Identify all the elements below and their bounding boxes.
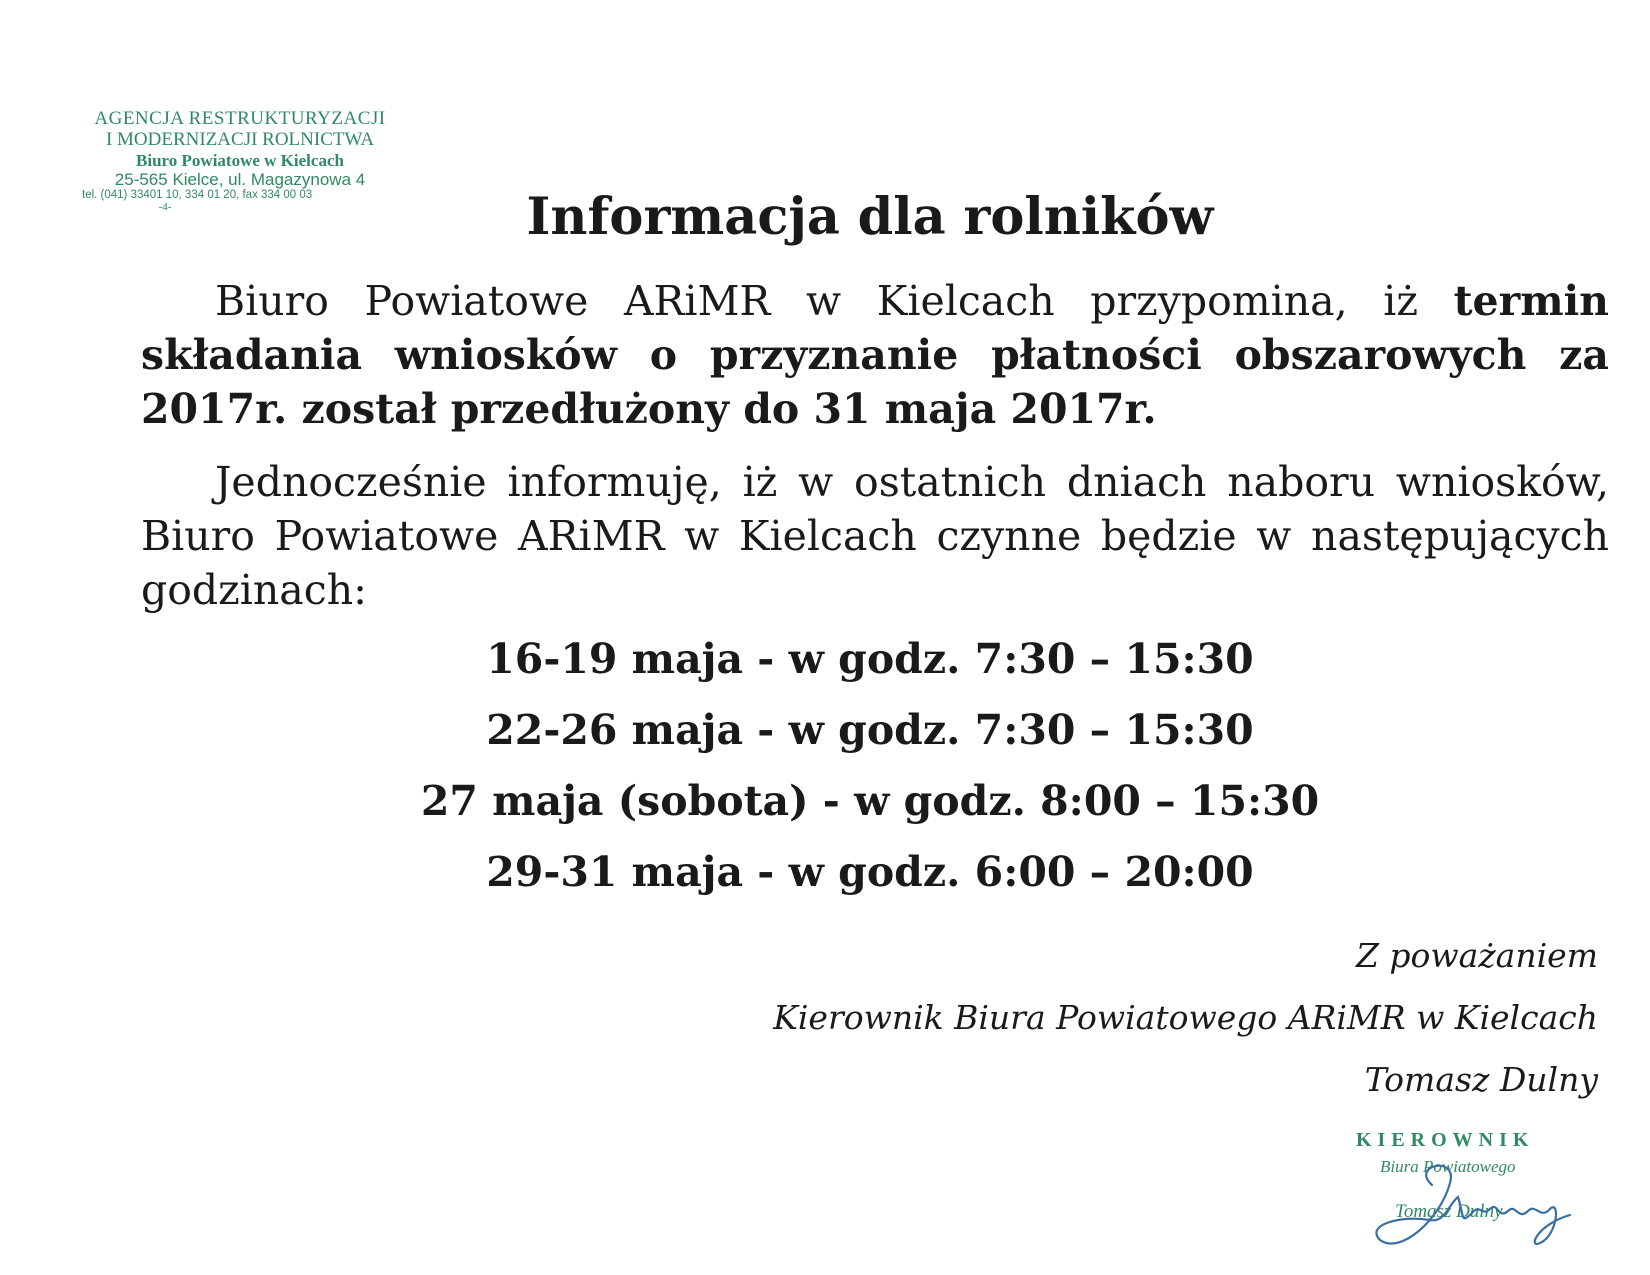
- stamp-line: AGENCJA RESTRUKTURYZACJI: [94, 108, 386, 129]
- deadline-highlight: termin składania wniosków o przyznanie płatności obszarowych za 2017r. został przedłużony do 31 maja 2017r.: [141, 277, 1609, 433]
- stamp-line: -4-: [158, 201, 172, 214]
- document-title: Informacja dla rolników: [526, 187, 1214, 247]
- schedule-list: [0, 632, 1650, 916]
- signature-stamp: [1340, 1125, 1610, 1265]
- paragraph-opening-hours: Jednocześnie informuję, iż w ostatnich dniach naboru wniosków, Biuro Powiatowe ARiMR w Kielcach czynne będzie w następujących godzinach:: [141, 458, 1609, 614]
- greeting: Z poważaniem: [1355, 936, 1598, 975]
- stamp-line: 25-565 Kielce, ul. Magazynowa 4: [114, 169, 366, 189]
- schedule-row: 27 maja (sobota) - w godz. 8:00 – 15:30: [420, 777, 1320, 825]
- signer-role: Kierownik Biura Powiatowego ARiMR w Kielcach: [773, 998, 1598, 1037]
- signature-stamp-line: Biura Powiatowego: [1380, 1157, 1516, 1176]
- stamp-line: tel. (041) 33401 10, 334 01 20, fax 334 00 03: [82, 188, 313, 201]
- stamp-line: Biuro Powiatowe w Kielcach: [136, 150, 344, 170]
- signature-stamp-line: KIEROWNIK: [1356, 1129, 1535, 1151]
- signature-stamp-line: Tomasz Dulny: [1395, 1201, 1503, 1222]
- handwritten-signature: [1340, 1125, 1610, 1265]
- paragraph-extension-notice: [141, 274, 1609, 436]
- schedule-row: 16-19 maja - w godz. 7:30 – 15:30: [486, 635, 1254, 683]
- closing-block: [773, 925, 1598, 1111]
- stamp-line: I MODERNIZACJI ROLNICTWA: [105, 129, 375, 151]
- schedule-row: 29-31 maja - w godz. 6:00 – 20:00: [486, 848, 1254, 896]
- paragraph-text: Biuro Powiatowe ARiMR w Kielcach przypomina, iż: [215, 277, 1454, 325]
- signer-name: Tomasz Dulny: [1364, 1060, 1598, 1099]
- schedule-row: 22-26 maja - w godz. 7:30 – 15:30: [486, 706, 1254, 754]
